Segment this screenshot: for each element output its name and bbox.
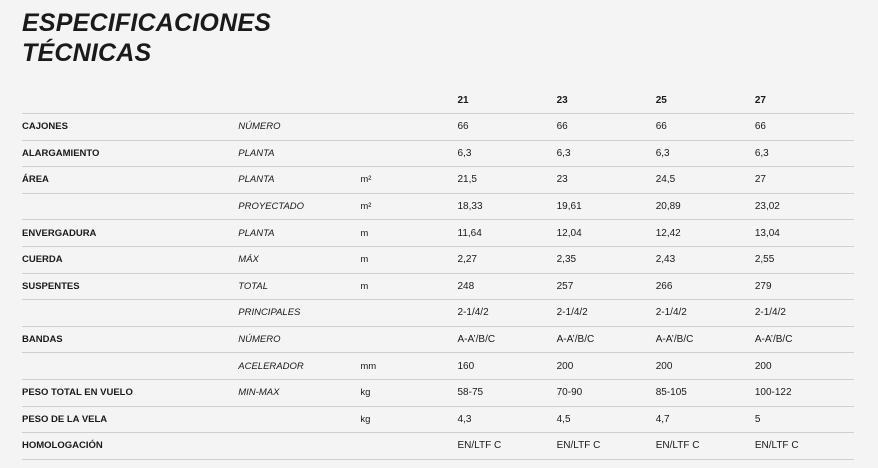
- row-value: 85-105: [656, 379, 755, 406]
- row-sublabel: MÁX: [238, 246, 360, 273]
- table-row: [22, 379, 854, 406]
- row-label: PESO DE LA VELA: [22, 406, 238, 433]
- header-empty-sub: [238, 88, 360, 114]
- row-value: 19,61: [557, 193, 656, 220]
- row-value: 279: [755, 273, 854, 300]
- size-header: 21: [458, 88, 557, 114]
- row-sublabel: [238, 433, 360, 460]
- row-value: EN/LTF C: [656, 433, 755, 460]
- row-sublabel: [238, 406, 360, 433]
- row-value: 6,3: [557, 140, 656, 167]
- table-row: [22, 326, 854, 353]
- header-empty-unit: [360, 88, 457, 114]
- page-title-line-1: ESPECIFICACIONES: [22, 9, 272, 37]
- row-sublabel: MIN-MAX: [238, 379, 360, 406]
- row-unit: m²: [360, 167, 457, 194]
- row-value: 58-75: [458, 379, 557, 406]
- row-value: 6,3: [656, 140, 755, 167]
- table-row: [22, 406, 854, 433]
- row-value: 12,42: [656, 220, 755, 247]
- row-unit: [360, 326, 457, 353]
- table-row: [22, 193, 854, 220]
- row-value: A-A’/B/C: [458, 326, 557, 353]
- row-value: 66: [458, 114, 557, 141]
- row-value: 20,89: [656, 193, 755, 220]
- specifications-table: [22, 88, 854, 460]
- row-label: PESO TOTAL EN VUELO: [22, 379, 238, 406]
- row-label: SUSPENTES: [22, 273, 238, 300]
- row-value: 66: [656, 114, 755, 141]
- row-value: 27: [755, 167, 854, 194]
- row-value: 6,3: [755, 140, 854, 167]
- row-value: 2,27: [458, 246, 557, 273]
- table-row: [22, 114, 854, 141]
- row-sublabel: NÚMERO: [238, 114, 360, 141]
- page-title-line-2: TÉCNICAS: [22, 39, 152, 67]
- row-value: 160: [458, 353, 557, 380]
- row-value: A-A’/B/C: [656, 326, 755, 353]
- row-sublabel: PLANTA: [238, 167, 360, 194]
- row-label: HOMOLOGACIÓN: [22, 433, 238, 460]
- row-value: A-A’/B/C: [557, 326, 656, 353]
- row-value: EN/LTF C: [755, 433, 854, 460]
- row-value: 2,35: [557, 246, 656, 273]
- row-label: [22, 193, 238, 220]
- row-unit: mm: [360, 353, 457, 380]
- row-sublabel: PLANTA: [238, 220, 360, 247]
- table-row: [22, 140, 854, 167]
- row-value: 23,02: [755, 193, 854, 220]
- row-value: 2-1/4/2: [656, 300, 755, 327]
- row-value: 4,7: [656, 406, 755, 433]
- row-value: 5: [755, 406, 854, 433]
- row-value: 266: [656, 273, 755, 300]
- row-sublabel: PRINCIPALES: [238, 300, 360, 327]
- row-value: 70-90: [557, 379, 656, 406]
- row-label: ÁREA: [22, 167, 238, 194]
- row-unit: [360, 300, 457, 327]
- table-row: [22, 246, 854, 273]
- row-sublabel: NÚMERO: [238, 326, 360, 353]
- size-header: 25: [656, 88, 755, 114]
- row-unit: m: [360, 246, 457, 273]
- row-label: [22, 353, 238, 380]
- row-value: A-A’/B/C: [755, 326, 854, 353]
- table-row: [22, 433, 854, 460]
- row-sublabel: ACELERADOR: [238, 353, 360, 380]
- row-unit: [360, 433, 457, 460]
- table-row: [22, 273, 854, 300]
- table-header-row: [22, 88, 854, 114]
- row-value: 2,55: [755, 246, 854, 273]
- row-value: 2-1/4/2: [458, 300, 557, 327]
- row-unit: m: [360, 273, 457, 300]
- size-header: 23: [557, 88, 656, 114]
- row-value: 18,33: [458, 193, 557, 220]
- row-value: 100-122: [755, 379, 854, 406]
- row-value: 12,04: [557, 220, 656, 247]
- row-value: 2,43: [656, 246, 755, 273]
- row-value: 21,5: [458, 167, 557, 194]
- row-value: 200: [755, 353, 854, 380]
- table-row: [22, 167, 854, 194]
- row-unit: kg: [360, 406, 457, 433]
- row-value: 4,3: [458, 406, 557, 433]
- table-row: [22, 300, 854, 327]
- row-label: BANDAS: [22, 326, 238, 353]
- page-title: [22, 8, 271, 68]
- row-sublabel: TOTAL: [238, 273, 360, 300]
- row-value: 4,5: [557, 406, 656, 433]
- row-unit: m: [360, 220, 457, 247]
- row-value: 248: [458, 273, 557, 300]
- table-row: [22, 220, 854, 247]
- row-unit: [360, 140, 457, 167]
- row-label: CAJONES: [22, 114, 238, 141]
- row-label: ENVERGADURA: [22, 220, 238, 247]
- row-sublabel: PROYECTADO: [238, 193, 360, 220]
- row-unit: [360, 114, 457, 141]
- row-value: EN/LTF C: [557, 433, 656, 460]
- row-value: EN/LTF C: [458, 433, 557, 460]
- row-value: 6,3: [458, 140, 557, 167]
- row-value: 24,5: [656, 167, 755, 194]
- header-empty-label: [22, 88, 238, 114]
- row-value: 66: [557, 114, 656, 141]
- table-row: [22, 353, 854, 380]
- size-header: 27: [755, 88, 854, 114]
- row-label: CUERDA: [22, 246, 238, 273]
- row-label: [22, 300, 238, 327]
- row-unit: m²: [360, 193, 457, 220]
- row-value: 2-1/4/2: [557, 300, 656, 327]
- row-sublabel: PLANTA: [238, 140, 360, 167]
- row-value: 13,04: [755, 220, 854, 247]
- row-value: 11,64: [458, 220, 557, 247]
- row-value: 200: [656, 353, 755, 380]
- row-value: 257: [557, 273, 656, 300]
- row-value: 66: [755, 114, 854, 141]
- row-label: ALARGAMIENTO: [22, 140, 238, 167]
- row-value: 200: [557, 353, 656, 380]
- row-value: 2-1/4/2: [755, 300, 854, 327]
- row-unit: kg: [360, 379, 457, 406]
- row-value: 23: [557, 167, 656, 194]
